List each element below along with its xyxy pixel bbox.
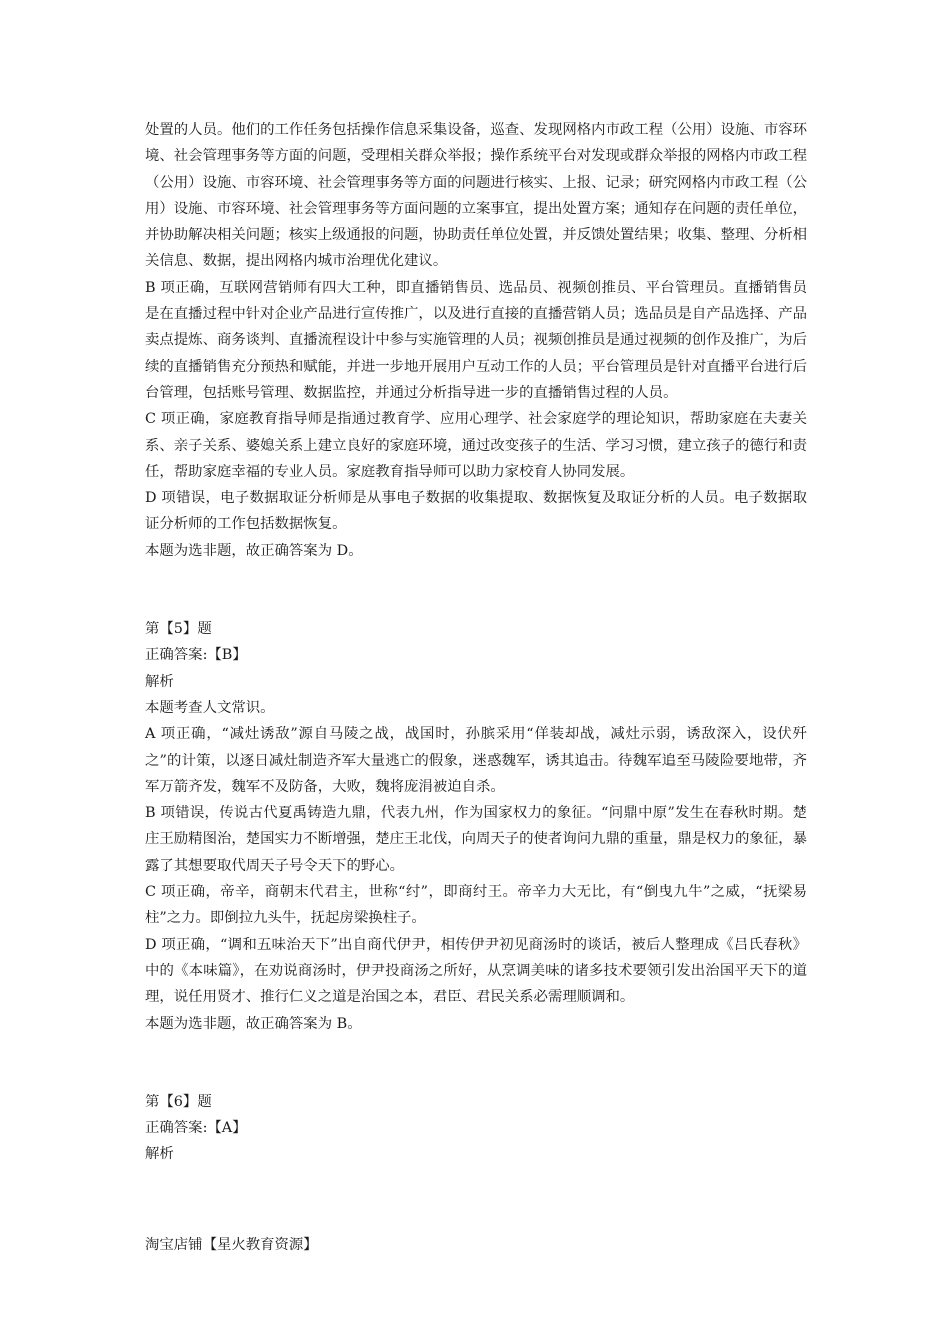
paragraph: 正确答案:【B】 [145,647,247,664]
section-spacer [145,1037,807,1089]
paragraph: C 项正确，家庭教育指导师是指通过教育学、应用心理学、社会家庭学的理论知识，帮助家庭在夫妻关系、亲子关系、婆媳关系上建立良好的家庭环境，通过改变孩子的生活、学习习惯，建立孩子的德行和责任，帮助家庭幸福的专业人员。家庭教育指导师可以助力家校育人协同发展。 [145,411,807,480]
paragraph: C 项正确，帝辛，商朝末代君主，世称“纣”，即商纣王。帝辛力大无比，有“倒曳九牛”之威，“抚梁易柱”之力。即倒拉九头牛，抚起房梁换柱子。 [145,884,807,927]
paragraph: A 项正确，“减灶诱敌”源自马陵之战，战国时，孙膑采用“佯装却战，减灶示弱，诱敌深入，设伏歼之”的计策，以逐日减灶制造齐军大量逃亡的假象，迷惑魏军，诱其追击。待魏军追至马陵险要地带，齐军万箭齐发，魏军不及防备，大败，魏将庞涓被迫自杀。 [145,726,807,795]
paragraph: 解析 [145,1146,174,1163]
section-spacer [145,564,807,616]
paragraph: 处置的人员。他们的工作任务包括操作信息采集设备，巡查、发现网格内市政工程（公用）设施、市容环境、社会管理事务等方面的问题，受理相关群众举报；操作系统平台对发现或群众举报的网格内市政工程（公用）设施、市容环境、社会管理事务等方面的问题进行核实、上报、记录；研究网格内市政工程（公用）设施、市容环境、社会管理事务等方面问题的立案事宜，提出处置方案；通知存在问题的责任单位，并协助解决相关问题；核实上级通报的问题，协助责任单位处置，并反馈处置结果；收集、整理、分析相关信息、数据，提出网格内城市治理优化建议。 [145,122,807,270]
paragraph: D 项正确，“调和五味治天下”出自商代伊尹，相传伊尹初见商汤时的谈话，被后人整理成《吕氏春秋》中的《本味篇》，在劝说商汤时，伊尹投商汤之所好，从烹调美味的诸多技术要领引发出治国平天下的道理，说任用贤才、推行仁义之道是治国之本，君臣、君民关系必需理顺调和。 [145,936,807,1006]
footer-shop-name: 淘宝店铺【星火教育资源】 [145,1237,318,1253]
document-body [145,117,807,1168]
paragraph: 本题为选非题，故正确答案为 B。 [145,1015,362,1032]
paragraph: 本题为选非题，故正确答案为 D。 [145,542,363,559]
paragraph: D 项错误，电子数据取证分析师是从事电子数据的收集提取、数据恢复及取证分析的人员。电子数据取证分析师的工作包括数据恢复。 [145,490,807,533]
paragraph: 本题考查人文常识。 [145,699,275,716]
paragraph: B 项错误，传说古代夏禹铸造九鼎，代表九州，作为国家权力的象征。“问鼎中原”发生在春秋时期。楚庄王励精图治，楚国实力不断增强，楚庄王北伐，向周天子的使者询问九鼎的重量，鼎是权力的象征，暴露了其想要取代周天子号令天下的野心。 [145,805,807,874]
paragraph: 第【6】题 [145,1093,212,1110]
paragraph: 解析 [145,673,174,690]
paragraph: B 项正确，互联网营销师有四大工种，即直播销售员、选品员、视频创推员、平台管理员。直播销售员是在直播过程中针对企业产品进行宣传推广，以及进行直接的直播营销人员；选品员是自产品选择、产品卖点提炼、商务谈判、直播流程设计中参与实施管理的人员；视频创推员是通过视频的创作及推广，为后续的直播销售充分预热和赋能，并进一步地开展用户互动工作的人员；平台管理员是针对直播平台进行后台管理，包括账号管理、数据监控，并通过分析指导进一步的直播销售过程的人员。 [145,279,807,401]
paragraph: 第【5】题 [145,621,212,638]
paragraph: 正确答案:【A】 [145,1120,247,1137]
